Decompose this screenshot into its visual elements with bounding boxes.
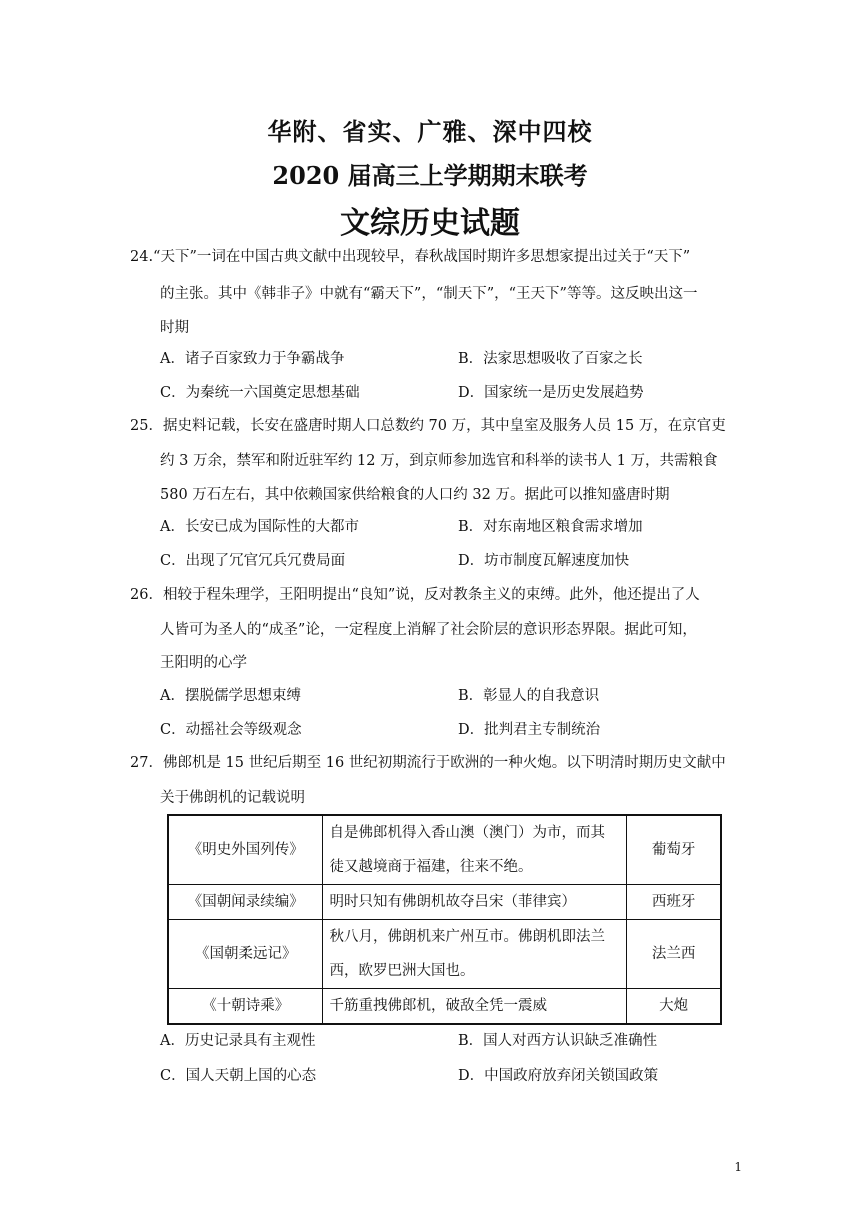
question-24-stem-line-2: 的主张。其中《韩非子》中就有“霸天下”，“制天下”，“王天下”等等。这反映出这一 [160,286,698,302]
table-cell-record [323,989,627,1025]
question-25-stem-line-1: 25．据史料记载，长安在盛唐时期人口总数约 70 万，其中皇室及服务人员 15 万，在京官吏 [130,418,726,434]
record-line: 明时只知有佛朗机故夺吕宋（菲律宾） [329,894,576,910]
question-27-option-b[interactable]: B．国人对西方认识缺乏准确性 [458,1033,658,1049]
page-number: 1 [734,1160,742,1174]
table-row [168,989,721,1025]
question-27-stem-line-1: 27．佛郎机是 15 世纪后期至 16 世纪初期流行于欧洲的一种火炮。以下明清时期历史文献中 [130,755,726,771]
table-cell-source: 《国朝闻录续编》 [168,885,323,920]
question-25-option-a[interactable]: A．长安已成为国际性的大都市 [160,519,359,535]
question-26-option-a[interactable]: A．摆脱儒学思想束缚 [160,688,301,704]
question-24-option-a[interactable]: A．诸子百家致力于争霸战争 [160,351,345,367]
question-24-stem-line-3: 时期 [160,320,189,336]
question-25-stem-line-2: 约 3 万余，禁军和附近驻军约 12 万，到京师参加选官和科举的读书人 1 万，共需粮食 [160,453,718,469]
question-27-table [167,814,722,1025]
question-25-option-b[interactable]: B．对东南地区粮食需求增加 [458,519,643,535]
table-cell-record [323,815,627,885]
question-24-option-d[interactable]: D．国家统一是历史发展趋势 [458,385,644,401]
question-25-stem-line-3: 580 万石左右，其中依赖国家供给粮食的人口约 32 万。据此可以推知盛唐时期 [160,487,670,503]
question-24-option-b[interactable]: B．法家思想吸收了百家之长 [458,351,643,367]
record-line: 西，欧罗巴洲大国也。 [329,963,475,979]
question-26-option-b[interactable]: B．彰显人的自我意识 [458,688,600,704]
question-27-option-a[interactable]: A．历史记录具有主观性 [160,1033,316,1049]
record-line: 自是佛郎机得入香山澳（澳门）为市，而其 [329,825,605,841]
record-line: 秋八月，佛朗机来广州互市。佛朗机即法兰 [329,929,605,945]
subject-title: 文综历史试题 [340,206,520,241]
exam-title: 2020 届高三上学期期末联考 [272,161,588,190]
question-24-option-c[interactable]: C．为秦统一六国奠定思想基础 [160,385,360,401]
question-26-stem-line-2: 人皆可为圣人的“成圣”论，一定程度上消解了社会阶层的意识形态界限。据此可知， [160,622,697,638]
question-27-option-c[interactable]: C．国人天朝上国的心态 [160,1068,317,1084]
school-title: 华附、省实、广雅、深中四校 [267,117,593,146]
table-row [168,815,721,885]
record-line: 徒又越境商于福建，往来不绝。 [329,859,533,875]
table-row [168,920,721,989]
table-cell-record [323,920,627,989]
question-26-stem-line-1: 26．相较于程朱理学，王阳明提出“良知”说，反对教条主义的束缚。此外，他还提出了人 [130,587,700,603]
record-line: 千筋重拽佛郎机，破敌全凭一震威 [329,998,547,1014]
table-cell-meaning: 大炮 [627,989,721,1025]
question-26-stem-line-3: 王阳明的心学 [160,655,247,671]
table-cell-source: 《十朝诗乘》 [168,989,323,1025]
question-27-stem-line-2: 关于佛朗机的记载说明 [160,790,305,806]
table-row [168,885,721,920]
table-cell-meaning: 法兰西 [627,920,721,989]
question-24-stem-line-1: 24.“天下”一词在中国古典文献中出现较早，春秋战国时期许多思想家提出过关于“天下” [130,249,691,265]
table-cell-source: 《明史外国列传》 [168,815,323,885]
question-26-option-d[interactable]: D．批判君主专制统治 [458,722,601,738]
question-26-option-c[interactable]: C．动摇社会等级观念 [160,722,302,738]
table-cell-record [323,885,627,920]
table-cell-source: 《国朝柔远记》 [168,920,323,989]
table-cell-meaning: 葡萄牙 [627,815,721,885]
question-27-option-d[interactable]: D．中国政府放弃闭关锁国政策 [458,1068,659,1084]
question-25-option-c[interactable]: C．出现了冗官冗兵冗费局面 [160,553,346,569]
table-cell-meaning: 西班牙 [627,885,721,920]
question-25-option-d[interactable]: D．坊市制度瓦解速度加快 [458,553,630,569]
